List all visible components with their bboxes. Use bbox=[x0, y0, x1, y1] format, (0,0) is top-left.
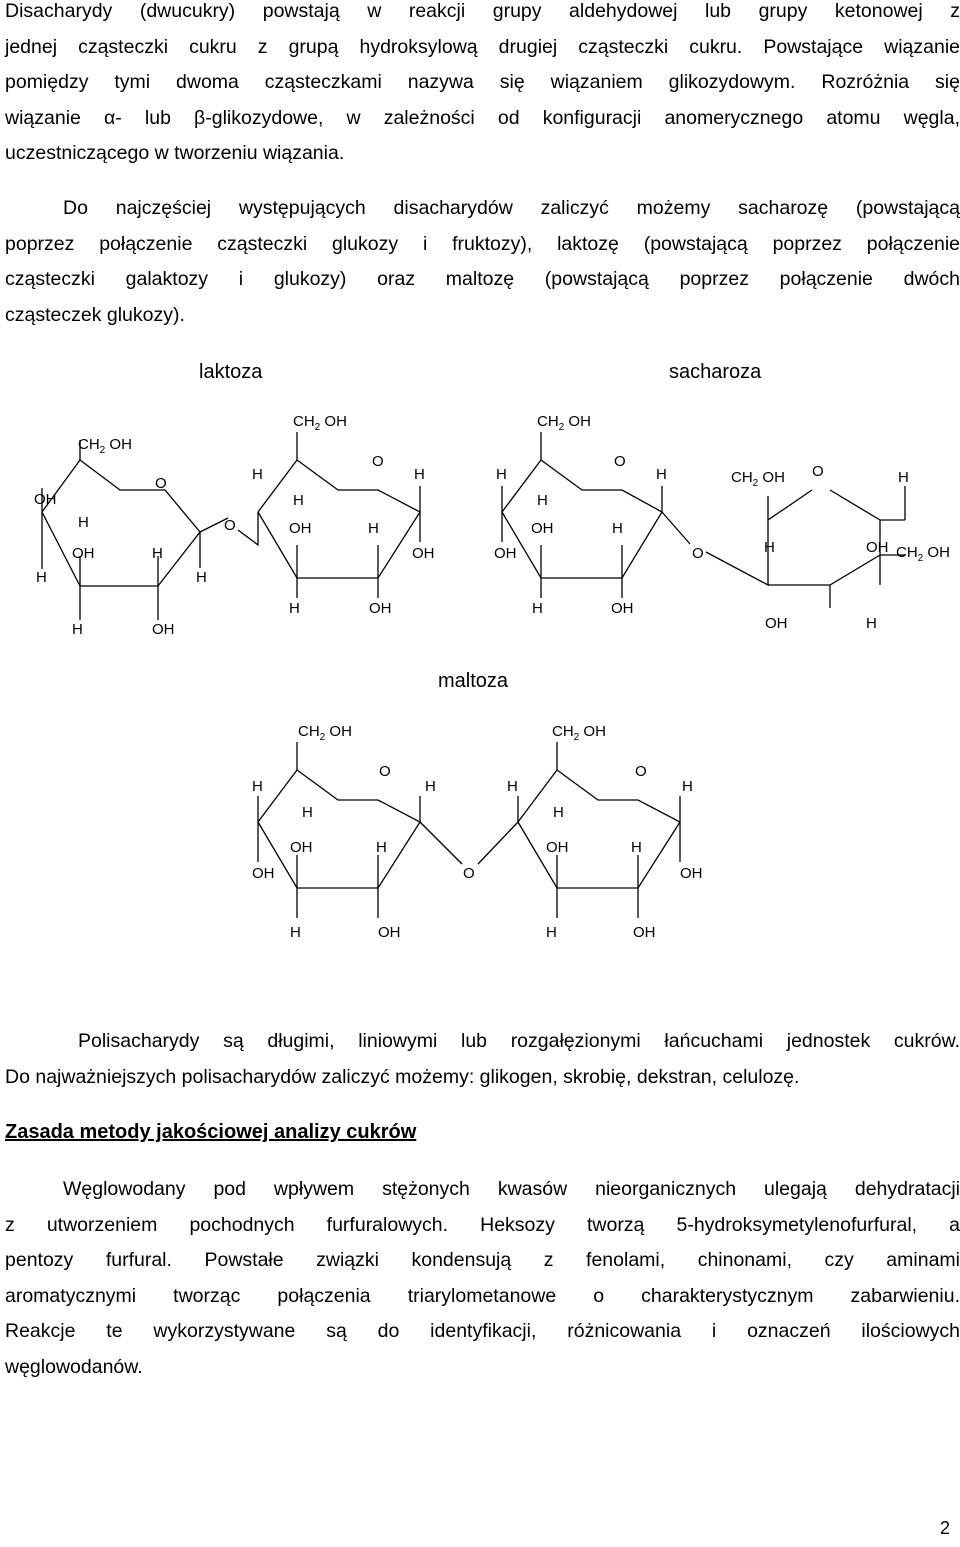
atom-label: OH bbox=[765, 615, 788, 632]
atom-label: H bbox=[72, 621, 83, 638]
paragraph-polysaccharides bbox=[5, 1024, 960, 1095]
atom-label: H bbox=[656, 466, 667, 483]
atom-label: OH bbox=[531, 520, 554, 537]
atom-label: $CH_2$ OH bbox=[731, 469, 785, 489]
atom-label: H bbox=[196, 569, 207, 586]
atom-label: OH bbox=[412, 545, 435, 562]
atom-label: H bbox=[289, 600, 300, 617]
text-line: Polisacharydy są długimi, liniowymi lub rozgałęzionymi łańcuchami jednostek cukrów. bbox=[78, 1030, 960, 1052]
atom-label: O bbox=[635, 763, 647, 780]
atom-label: H bbox=[152, 545, 163, 562]
atom-label: H bbox=[78, 514, 89, 531]
text-line: z utworzeniem pochodnych furfuralowych. Heksozy tworzą 5-hydroksymetylenofurfural, a bbox=[5, 1213, 960, 1236]
atom-label: H bbox=[36, 569, 47, 586]
text-line: Do najczęściej występujących disacharydów zaliczyć możemy sacharozę (powstającą bbox=[63, 197, 960, 219]
text-line: Do najważniejszych polisacharydów zaliczyć możemy: glikogen, skrobię, dekstran, celulozę. bbox=[5, 1065, 800, 1088]
text-line: pentozy furfural. Powstałe związki kondensują z fenolami, chinonami, czy aminami bbox=[5, 1249, 960, 1271]
atom-label: O bbox=[155, 475, 167, 492]
atom-label: O bbox=[614, 453, 626, 470]
page-number: 2 bbox=[939, 1518, 950, 1538]
ring-bond bbox=[502, 460, 662, 578]
atom-label: $CH_2$ OH bbox=[537, 413, 591, 433]
atom-label: OH bbox=[72, 545, 95, 562]
atom-label: $CH_2$ OH bbox=[896, 544, 950, 564]
atom-label: H bbox=[532, 600, 543, 617]
atom-label: $CH_2$ OH bbox=[78, 436, 132, 456]
text-line: poprzez połączenie cząsteczki glukozy i fruktozy), laktozę (powstającą poprzez połączenie bbox=[5, 232, 960, 255]
atom-label: O bbox=[692, 545, 704, 562]
atom-label: $CH_2$ OH bbox=[293, 413, 347, 433]
text-line: aromatycznymi tworząc połączenia triarylometanowe o charakterystycznym zabarwieniu. bbox=[5, 1284, 960, 1307]
atom-label: OH bbox=[290, 839, 313, 856]
label-maltoza: maltoza bbox=[438, 670, 509, 692]
maltoza-structure bbox=[252, 723, 703, 941]
atom-label: H bbox=[898, 469, 909, 486]
atom-label: H bbox=[425, 778, 436, 795]
atom-label: OH bbox=[289, 520, 312, 537]
text-line: wiązanie α- lub β-glikozydowe, w zależności od konfiguracji anomerycznego atomu węgla, bbox=[5, 106, 960, 129]
atom-label: $CH_2$ OH bbox=[552, 723, 606, 743]
atom-label: $CH_2$ OH bbox=[298, 723, 352, 743]
atom-label: OH bbox=[680, 865, 703, 882]
atom-label: OH bbox=[633, 924, 656, 941]
atom-label: H bbox=[866, 615, 877, 632]
atom-label: H bbox=[414, 466, 425, 483]
atom-label: OH bbox=[252, 865, 275, 882]
atom-label: O bbox=[463, 865, 475, 882]
atom-label: H bbox=[376, 839, 387, 856]
text-line: uczestniczącego w tworzeniu wiązania. bbox=[5, 142, 345, 164]
atom-label: H bbox=[252, 466, 263, 483]
atom-label: H bbox=[302, 804, 313, 821]
atom-label: H bbox=[290, 924, 301, 941]
atom-label: O bbox=[372, 453, 384, 470]
ring-bond bbox=[518, 770, 680, 888]
atom-label: OH bbox=[546, 839, 569, 856]
section-heading: Zasada metody jakościowej analizy cukrów bbox=[5, 1121, 417, 1143]
atom-label: OH bbox=[611, 600, 634, 617]
text-line: Disacharydy (dwucukry) powstają w reakcji grupy aldehydowej lub grupy ketonowej z bbox=[5, 0, 960, 22]
text-line: Reakcje te wykorzystywane są do identyfikacji, różnicowania i oznaczeń ilościowych bbox=[5, 1320, 960, 1342]
atom-label: H bbox=[368, 520, 379, 537]
text-line: węglowodanów. bbox=[5, 1355, 143, 1378]
atom-label: OH bbox=[152, 621, 175, 638]
atom-label: H bbox=[764, 539, 775, 556]
atom-label: OH bbox=[494, 545, 517, 562]
ring-bond bbox=[42, 460, 200, 586]
atom-label: H bbox=[537, 492, 548, 509]
atom-label: H bbox=[546, 924, 557, 941]
atom-label: H bbox=[553, 804, 564, 821]
text-line: jednej cząsteczki cukru z grupą hydroksylową drugiej cząsteczki cukru. Powstające wiązanie bbox=[5, 35, 960, 58]
text-line: pomiędzy tymi dwoma cząsteczkami nazywa się wiązaniem glikozydowym. Rozróżnia się bbox=[5, 71, 960, 93]
atom-label: H bbox=[612, 520, 623, 537]
text-line: Węglowodany pod wpływem stężonych kwasów nieorganicznych ulegają dehydratacji bbox=[63, 1178, 960, 1200]
label-laktoza: laktoza bbox=[199, 361, 263, 383]
laktoza-structure bbox=[34, 413, 435, 638]
text-line: cząsteczek glukozy). bbox=[5, 303, 185, 326]
atom-label: H bbox=[631, 839, 642, 856]
paragraph-method-principle bbox=[5, 1172, 960, 1385]
label-sacharoza: sacharoza bbox=[669, 361, 762, 383]
ring-bond bbox=[258, 770, 420, 888]
atom-label: H bbox=[252, 778, 263, 795]
atom-label: O bbox=[379, 763, 391, 780]
atom-label: O bbox=[812, 463, 824, 480]
atom-label: OH bbox=[369, 600, 392, 617]
sacharoza-structure bbox=[494, 413, 950, 632]
atom-label: H bbox=[507, 778, 518, 795]
text-line: cząsteczki galaktozy i glukozy) oraz maltozę (powstającą poprzez połączenie dwóch bbox=[5, 268, 960, 290]
atom-label: H bbox=[682, 778, 693, 795]
atom-label: OH bbox=[866, 539, 889, 556]
atom-label: OH bbox=[34, 491, 57, 508]
atom-label: OH bbox=[378, 924, 401, 941]
atom-label: H bbox=[496, 466, 507, 483]
atom-label: H bbox=[293, 492, 304, 509]
atom-label: O bbox=[224, 517, 236, 534]
ring-bond bbox=[258, 460, 420, 578]
